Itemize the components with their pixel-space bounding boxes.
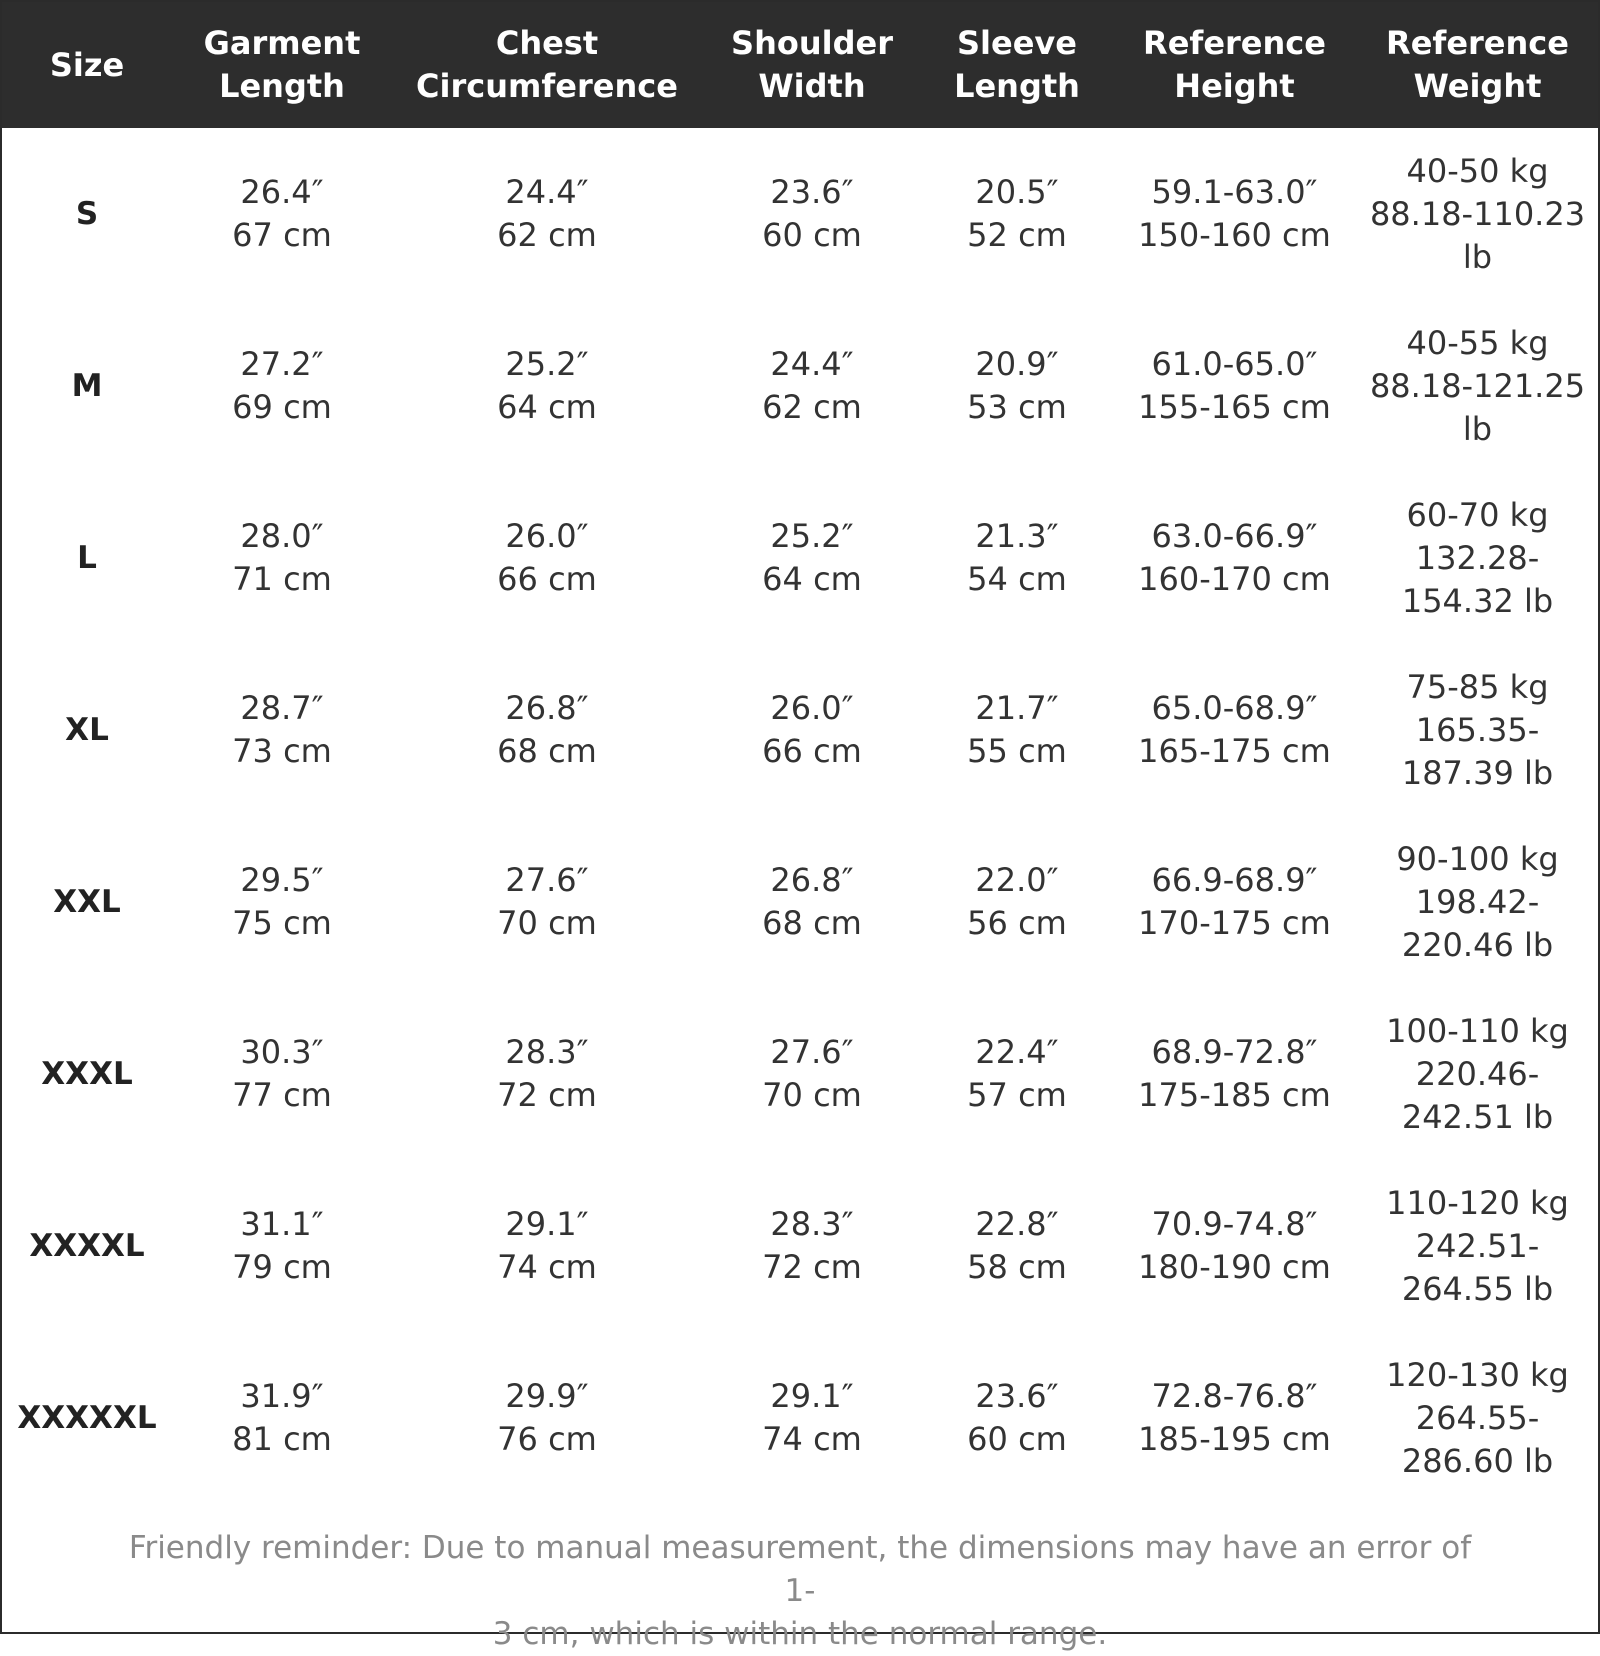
chest-cell (392, 300, 702, 472)
reference-weight-cell (1357, 1332, 1598, 1504)
reference-weight-cell-line: 88.18-110.23 (1369, 194, 1586, 233)
garment-length-cell-line: 81 cm (232, 1420, 332, 1458)
chest-cell-line: 28.3″ (505, 1033, 589, 1071)
shoulder-cell-line: 24.4″ (770, 345, 854, 383)
reference-weight-cell-line: 40-55 kg (1406, 323, 1549, 362)
size-cell: XXXXXL (17, 1399, 157, 1436)
reference-height-cell-line: 61.0-65.0″ (1151, 345, 1318, 383)
reference-height-cell-line: 68.9-72.8″ (1151, 1033, 1318, 1071)
chest-cell (392, 472, 702, 644)
shoulder-cell-line: 72 cm (762, 1248, 862, 1286)
chest-cell (392, 1160, 702, 1332)
chest-cell-line: 74 cm (497, 1248, 597, 1286)
header-label-line: Chest (495, 24, 599, 62)
chest-cell-line: 76 cm (497, 1420, 597, 1458)
garment-length-cell-line: 30.3″ (240, 1033, 324, 1071)
reference-weight-cell-line: 242.51- (1415, 1226, 1540, 1265)
reference-weight-cell-line: 220.46- (1415, 1054, 1540, 1093)
sleeve-cell (922, 300, 1112, 472)
garment-length-cell (172, 988, 392, 1160)
shoulder-cell (702, 1160, 922, 1332)
table-header (2, 2, 1598, 128)
sleeve-cell (922, 1332, 1112, 1504)
table-body (2, 128, 1598, 1504)
reference-height-cell-line: 72.8-76.8″ (1151, 1377, 1318, 1415)
size-cell: S (75, 195, 99, 232)
chest-cell-line: 72 cm (497, 1076, 597, 1114)
sleeve-cell-line: 52 cm (967, 216, 1067, 254)
shoulder-cell-line: 29.1″ (770, 1377, 854, 1415)
reference-weight-cell (1357, 644, 1598, 816)
reference-height-cell (1112, 472, 1357, 644)
chest-cell-line: 25.2″ (505, 345, 589, 383)
header-shoulder-width (702, 2, 922, 128)
sleeve-cell (922, 1160, 1112, 1332)
header-label-line: Shoulder (731, 24, 893, 62)
sleeve-cell (922, 644, 1112, 816)
friendly-reminder-note: Friendly reminder: Due to manual measurement, the dimensions may have an error of 1- 3 cm, which is within the normal range. (128, 1530, 1472, 1652)
garment-length-cell (172, 1160, 392, 1332)
reference-height-cell-line: 180-190 cm (1138, 1248, 1331, 1286)
table-row (2, 816, 1598, 988)
chest-cell-line: 68 cm (497, 732, 597, 770)
reference-weight-cell (1357, 300, 1598, 472)
reference-weight-cell-line: 264.55- (1415, 1398, 1540, 1437)
table-row (2, 300, 1598, 472)
garment-length-cell-line: 27.2″ (240, 345, 324, 383)
reference-weight-cell-line: 110-120 kg (1386, 1183, 1569, 1222)
shoulder-cell-line: 60 cm (762, 216, 862, 254)
table-row (2, 644, 1598, 816)
garment-length-cell (172, 300, 392, 472)
reference-weight-cell-line: 198.42- (1415, 882, 1540, 921)
header-label-line: Weight (1413, 67, 1542, 105)
reference-weight-cell-line: 100-110 kg (1386, 1011, 1569, 1050)
reference-weight-cell-line: 88.18-121.25 (1369, 366, 1586, 405)
garment-length-cell-line: 28.7″ (240, 689, 324, 727)
header-reference-height (1112, 2, 1357, 128)
chest-cell-line: 29.1″ (505, 1205, 589, 1243)
chest-cell (392, 816, 702, 988)
reference-weight-cell-line: 220.46 lb (1401, 925, 1554, 964)
chest-cell-line: 64 cm (497, 388, 597, 426)
reference-weight-cell (1357, 472, 1598, 644)
shoulder-cell (702, 644, 922, 816)
sleeve-cell-line: 21.3″ (975, 517, 1059, 555)
reference-height-cell-line: 175-185 cm (1138, 1076, 1331, 1114)
garment-length-cell-line: 75 cm (232, 904, 332, 942)
shoulder-cell-line: 26.0″ (770, 689, 854, 727)
table-row (2, 128, 1598, 300)
reference-height-cell (1112, 128, 1357, 300)
garment-length-cell-line: 29.5″ (240, 861, 324, 899)
reference-height-cell (1112, 1160, 1357, 1332)
shoulder-cell-line: 70 cm (762, 1076, 862, 1114)
reference-height-cell-line: 70.9-74.8″ (1151, 1205, 1318, 1243)
size-cell: XXXL (41, 1055, 133, 1092)
reference-weight-cell-line: 286.60 lb (1401, 1441, 1554, 1480)
garment-length-cell-line: 67 cm (232, 216, 332, 254)
garment-length-cell-line: 71 cm (232, 560, 332, 598)
chest-cell (392, 644, 702, 816)
reference-weight-cell-line: lb (1462, 409, 1493, 448)
size-cell: XXL (53, 883, 121, 920)
header-size: Size (49, 45, 125, 84)
chest-cell-line: 27.6″ (505, 861, 589, 899)
size-cell: XL (65, 711, 109, 748)
reference-weight-cell (1357, 1160, 1598, 1332)
shoulder-cell-line: 25.2″ (770, 517, 854, 555)
reference-weight-cell-line: 154.32 lb (1401, 581, 1554, 620)
reference-weight-cell-line: 90-100 kg (1396, 839, 1559, 878)
table-row (2, 1160, 1598, 1332)
garment-length-cell (172, 472, 392, 644)
shoulder-cell (702, 472, 922, 644)
shoulder-cell (702, 1332, 922, 1504)
sleeve-cell-line: 20.5″ (975, 173, 1059, 211)
header-label-line: Reference (1143, 24, 1326, 62)
shoulder-cell-line: 74 cm (762, 1420, 862, 1458)
shoulder-cell-line: 28.3″ (770, 1205, 854, 1243)
shoulder-cell-line: 26.8″ (770, 861, 854, 899)
garment-length-cell (172, 644, 392, 816)
sleeve-cell (922, 472, 1112, 644)
reference-height-cell-line: 155-165 cm (1138, 388, 1331, 426)
sleeve-cell-line: 58 cm (967, 1248, 1067, 1286)
reference-height-cell-line: 185-195 cm (1138, 1420, 1331, 1458)
reference-height-cell-line: 150-160 cm (1138, 216, 1331, 254)
sleeve-cell (922, 988, 1112, 1160)
garment-length-cell (172, 1332, 392, 1504)
shoulder-cell-line: 62 cm (762, 388, 862, 426)
shoulder-cell-line: 68 cm (762, 904, 862, 942)
reference-weight-cell-line: 242.51 lb (1401, 1097, 1554, 1136)
garment-length-cell-line: 26.4″ (240, 173, 324, 211)
reference-weight-cell-line: 120-130 kg (1386, 1355, 1569, 1394)
reference-weight-cell-line: 264.55 lb (1401, 1269, 1554, 1308)
table-row (2, 472, 1598, 644)
header-garment-length (172, 2, 392, 128)
shoulder-cell (702, 816, 922, 988)
sleeve-cell-line: 55 cm (967, 732, 1067, 770)
chest-cell-line: 26.8″ (505, 689, 589, 727)
sleeve-cell-line: 60 cm (967, 1420, 1067, 1458)
chest-cell-line: 24.4″ (505, 173, 589, 211)
chest-cell (392, 128, 702, 300)
chest-cell-line: 62 cm (497, 216, 597, 254)
sleeve-cell-line: 57 cm (967, 1076, 1067, 1114)
garment-length-cell-line: 73 cm (232, 732, 332, 770)
shoulder-cell-line: 66 cm (762, 732, 862, 770)
reference-height-cell-line: 165-175 cm (1138, 732, 1331, 770)
sleeve-cell (922, 128, 1112, 300)
header-label-line: Length (219, 67, 345, 105)
sleeve-cell-line: 22.0″ (975, 861, 1059, 899)
reference-height-cell (1112, 300, 1357, 472)
garment-length-cell-line: 28.0″ (240, 517, 324, 555)
reference-weight-cell (1357, 988, 1598, 1160)
shoulder-cell (702, 988, 922, 1160)
sleeve-cell-line: 23.6″ (975, 1377, 1059, 1415)
chest-cell-line: 70 cm (497, 904, 597, 942)
size-cell: L (77, 539, 97, 576)
header-label-line: Garment (203, 24, 361, 62)
header-reference-weight (1357, 2, 1598, 128)
chest-cell-line: 66 cm (497, 560, 597, 598)
reference-height-cell (1112, 816, 1357, 988)
header-label-line: Height (1174, 67, 1295, 105)
header-chest-circumference (392, 2, 702, 128)
garment-length-cell-line: 31.1″ (240, 1205, 324, 1243)
reference-height-cell (1112, 1332, 1357, 1504)
reference-weight-cell-line: 60-70 kg (1406, 495, 1549, 534)
garment-length-cell-line: 31.9″ (240, 1377, 324, 1415)
table-row (2, 988, 1598, 1160)
header-label-line: Sleeve (957, 24, 1077, 62)
chest-cell-line: 26.0″ (505, 517, 589, 555)
header-label-line: Circumference (416, 67, 678, 105)
reference-height-cell (1112, 644, 1357, 816)
sleeve-cell-line: 22.8″ (975, 1205, 1059, 1243)
reference-height-cell (1112, 988, 1357, 1160)
header-label-line: Reference (1386, 24, 1569, 62)
reference-weight-cell-line: 187.39 lb (1401, 753, 1554, 792)
table-row (2, 1332, 1598, 1504)
reference-weight-cell (1357, 816, 1598, 988)
sleeve-cell (922, 816, 1112, 988)
garment-length-cell-line: 79 cm (232, 1248, 332, 1286)
header-sleeve-length (922, 2, 1112, 128)
reference-weight-cell-line: 75-85 kg (1406, 667, 1549, 706)
garment-length-cell-line: 69 cm (232, 388, 332, 426)
reference-height-cell-line: 59.1-63.0″ (1151, 173, 1318, 211)
reference-weight-cell-line: 40-50 kg (1406, 151, 1549, 190)
chest-cell-line: 29.9″ (505, 1377, 589, 1415)
chest-cell (392, 1332, 702, 1504)
sleeve-cell-line: 22.4″ (975, 1033, 1059, 1071)
garment-length-cell (172, 128, 392, 300)
shoulder-cell (702, 300, 922, 472)
sleeve-cell-line: 56 cm (967, 904, 1067, 942)
size-cell: M (71, 367, 103, 404)
sleeve-cell-line: 20.9″ (975, 345, 1059, 383)
sleeve-cell-line: 21.7″ (975, 689, 1059, 727)
garment-length-cell (172, 816, 392, 988)
garment-length-cell-line: 77 cm (232, 1076, 332, 1114)
reference-weight-cell-line: 132.28- (1415, 538, 1540, 577)
shoulder-cell (702, 128, 922, 300)
reference-weight-cell-line: 165.35- (1415, 710, 1540, 749)
header-label-line: Length (954, 67, 1080, 105)
reference-weight-cell-line: lb (1462, 237, 1493, 276)
shoulder-cell-line: 23.6″ (770, 173, 854, 211)
sleeve-cell-line: 54 cm (967, 560, 1067, 598)
reference-height-cell-line: 63.0-66.9″ (1151, 517, 1318, 555)
reference-height-cell-line: 65.0-68.9″ (1151, 689, 1318, 727)
reference-height-cell-line: 170-175 cm (1138, 904, 1331, 942)
sleeve-cell-line: 53 cm (967, 388, 1067, 426)
reference-weight-cell (1357, 128, 1598, 300)
chest-cell (392, 988, 702, 1160)
shoulder-cell-line: 27.6″ (770, 1033, 854, 1071)
reference-height-cell-line: 66.9-68.9″ (1151, 861, 1318, 899)
shoulder-cell-line: 64 cm (762, 560, 862, 598)
header-label-line: Width (758, 67, 866, 105)
size-cell: XXXXL (29, 1227, 145, 1264)
reference-height-cell-line: 160-170 cm (1138, 560, 1331, 598)
